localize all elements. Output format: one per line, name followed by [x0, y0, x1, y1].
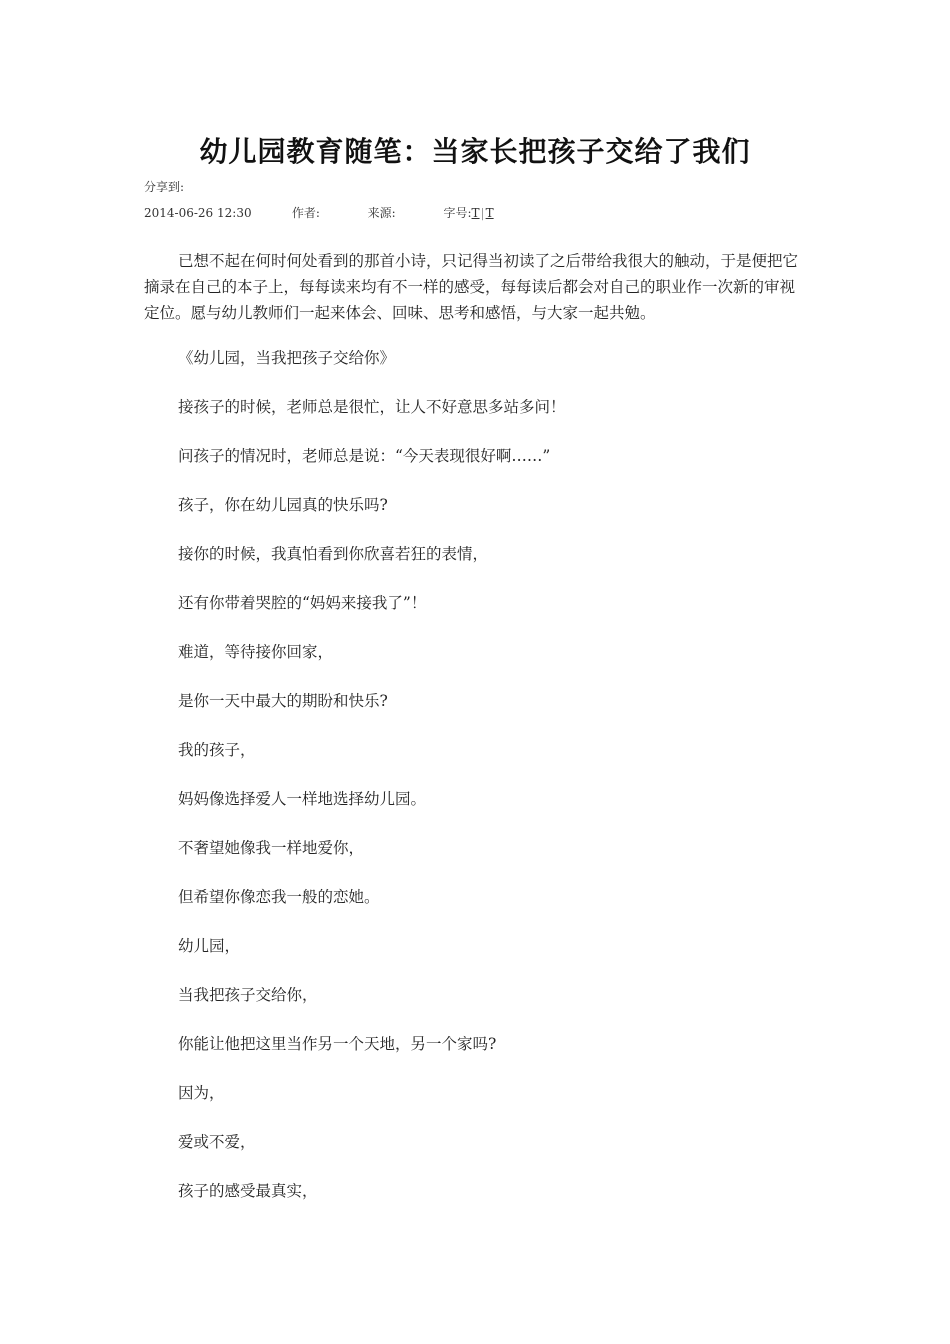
poem-lines [178, 345, 566, 1227]
share-label: 分享到: [144, 180, 185, 194]
poem-line: 难道，等待接你回家， [178, 643, 334, 661]
poem-line: 《幼儿园，当我把孩子交给你》 [178, 349, 396, 367]
poem-line: 我的孩子， [178, 741, 256, 759]
publish-date: 2014-06-26 12:30 [144, 206, 252, 220]
poem-line: 接你的时候，我真怕看到你欣喜若狂的表情， [178, 545, 489, 563]
poem-line: 因为， [178, 1084, 225, 1102]
poem-line: 还有你带着哭腔的“妈妈来接我了”！ [178, 594, 427, 612]
poem-line: 当我把孩子交给你， [178, 986, 318, 1004]
font-size-label: 字号: [443, 206, 472, 220]
font-size-separator: | [480, 206, 485, 220]
font-size-large-button[interactable]: T [485, 206, 494, 220]
font-size-control [443, 204, 493, 221]
article-title: 幼儿园教育随笔：当家长把孩子交给了我们 [199, 135, 751, 168]
poem-line: 接孩子的时候，老师总是很忙，让人不好意思多站多问！ [178, 398, 566, 416]
intro-paragraph: 已想不起在何时何处看到的那首小诗，只记得当初读了之后带给我很大的触动，于是便把它摘录在自己的本子上，每每读来均有不一样的感受，每每读后都会对自己的职业作一次新的审视定位。愿与幼儿教师们一起来体会、回味、思考和感悟，与大家一起共勉。 [144, 252, 799, 322]
poem-line: 爱或不爱， [178, 1133, 256, 1151]
poem-line: 孩子的感受最真实， [178, 1182, 318, 1200]
source-label: 来源: [367, 206, 396, 220]
article-meta [144, 204, 494, 221]
poem-line: 孩子，你在幼儿园真的快乐吗? [178, 496, 388, 514]
poem-line: 问孩子的情况时，老师总是说：“今天表现很好啊……” [178, 447, 551, 465]
poem-line: 幼儿园， [178, 937, 241, 955]
author-label: 作者: [291, 206, 320, 220]
poem-line: 你能让他把这里当作另一个天地，另一个家吗? [178, 1035, 497, 1053]
poem-line: 不奢望她像我一样地爱你， [178, 839, 365, 857]
font-size-small-button[interactable]: T [471, 206, 480, 220]
poem-line: 但希望你像恋我一般的恋她。 [178, 888, 380, 906]
poem-line: 妈妈像选择爱人一样地选择幼儿园。 [178, 790, 427, 808]
poem-line: 是你一天中最大的期盼和快乐? [178, 692, 388, 710]
